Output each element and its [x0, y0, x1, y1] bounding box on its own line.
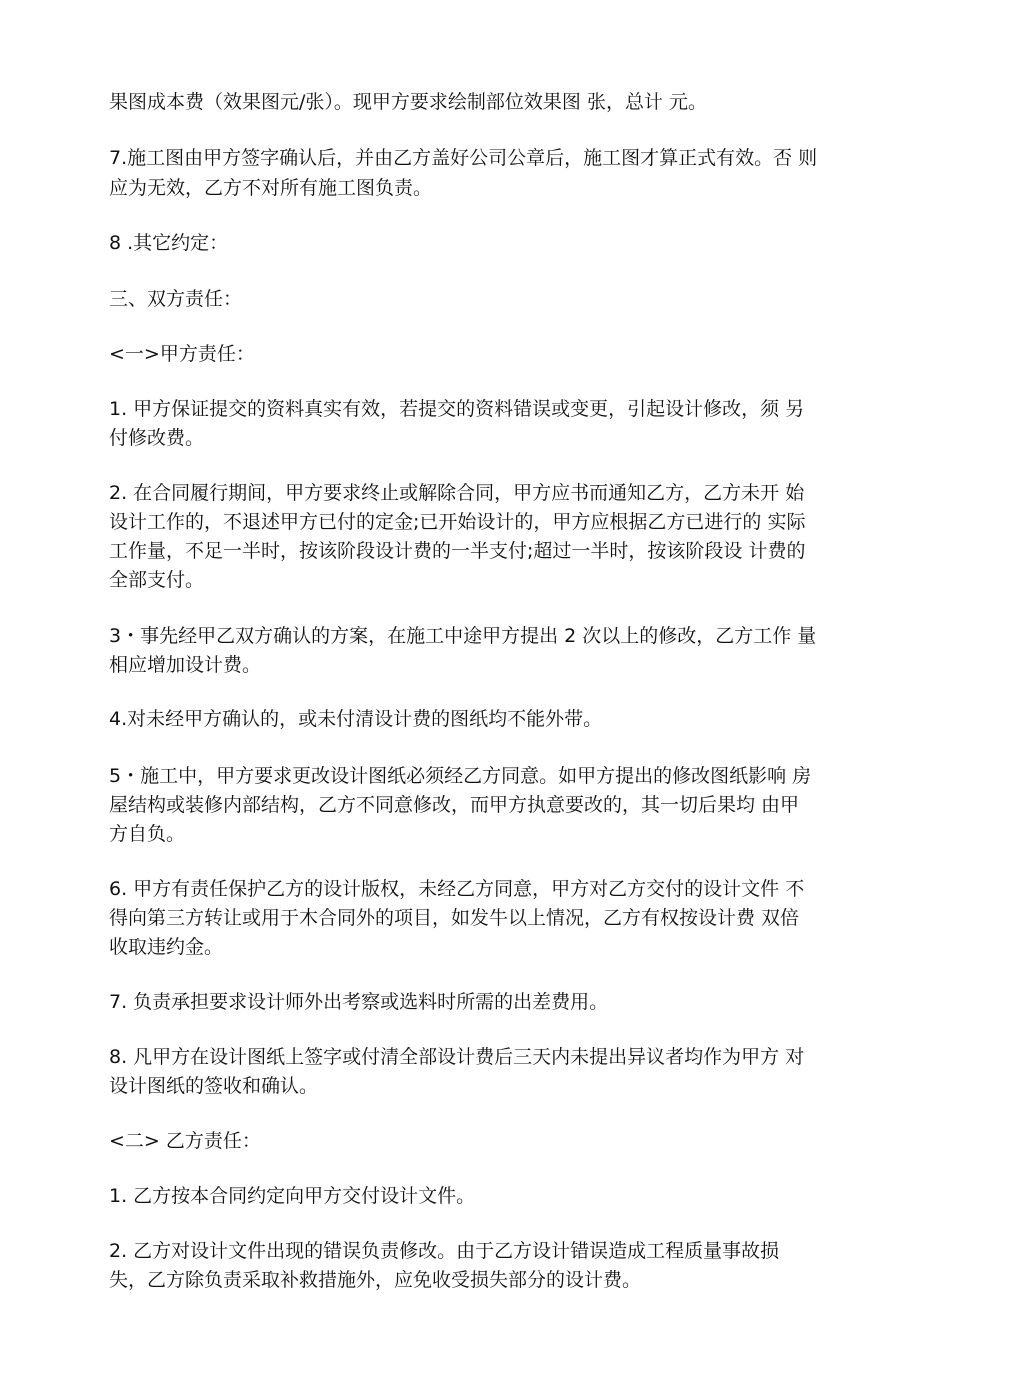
text-line: 5・施工中，甲方要求更改设计图纸必须经乙方同意。如甲方提出的修改图纸影响 房: [109, 765, 812, 787]
text-line: 6. 甲方有责任保护乙方的设计版权，未经乙方同意，甲方对乙方交付的设计文件 不: [109, 878, 805, 900]
subsection-heading: <一>甲方责任：: [109, 343, 255, 365]
text-line: 应为无效，乙方不对所有施工图负责。: [109, 177, 433, 199]
text-line: 果图成本费（效果图元/张）。现甲方要求绘制部位效果图 张，总计 元。: [109, 91, 707, 113]
text-line: 8 .其它约定：: [109, 232, 229, 254]
text-line: 收取违约金。: [109, 936, 224, 958]
text-line: 得向第三方转让或用于木合同外的项目，如发牛以上情况，乙方有权按设计费 双倍: [109, 907, 800, 929]
text-line: 工作量，不足一半时，按该阶段设计费的一半支付;超过一半时，按该阶段设 计费的: [109, 540, 806, 562]
text-line: 相应增加设计费。: [109, 654, 262, 676]
section-heading: 三、双方责任：: [109, 288, 243, 310]
text-line: 方自负。: [109, 823, 186, 845]
text-line: 2. 在合同履行期间，甲方要求终止或解除合同，甲方应书而通知乙方，乙方未开 始: [109, 482, 805, 504]
text-line: 设计工作的，不退述甲方已付的定金;已开始设计的，甲方应根据乙方已进行的 实际: [109, 511, 806, 533]
text-line: 付修改费。: [109, 427, 205, 449]
text-line: 7.施工图由甲方签字确认后，并由乙方盖好公司公章后，施工图才算正式有效。否 则: [109, 147, 818, 169]
text-line: 4.对未经甲方确认的，或未付清设计费的图纸均不能外带。: [109, 708, 603, 730]
text-line: 屋结构或装修内部结构，乙方不同意修改，而甲方执意要改的，其一切后果均 由甲: [109, 794, 800, 816]
text-line: 8. 凡甲方在设计图纸上签字或付清全部设计费后三天内未提出异议者均作为甲方 对: [109, 1046, 805, 1068]
text-line: 7. 负责承担要求设计师外出考察或选料时所需的出差费用。: [109, 991, 609, 1013]
text-line: 2. 乙方对设计文件出现的错误负责修改。由于乙方设计错误造成工程质量事故损: [109, 1240, 780, 1262]
text-line: 3・事先经甲乙双方确认的方案，在施工中途甲方提出 2 次以上的修改，乙方工作 量: [109, 625, 817, 647]
subsection-heading: <二> 乙方责任：: [109, 1130, 261, 1152]
text-line: 全部支付。: [109, 569, 205, 591]
text-line: 设计图纸的签收和确认。: [109, 1075, 319, 1097]
text-line: 1. 甲方保证提交的资料真实有效，若提交的资料错误或变更，引起设计修改，须 另: [109, 398, 805, 420]
text-line: 1. 乙方按本合同约定向甲方交付设计文件。: [109, 1185, 476, 1207]
text-line: 失，乙方除负责采取补救措施外，应免收受损失部分的设计费。: [109, 1269, 642, 1291]
